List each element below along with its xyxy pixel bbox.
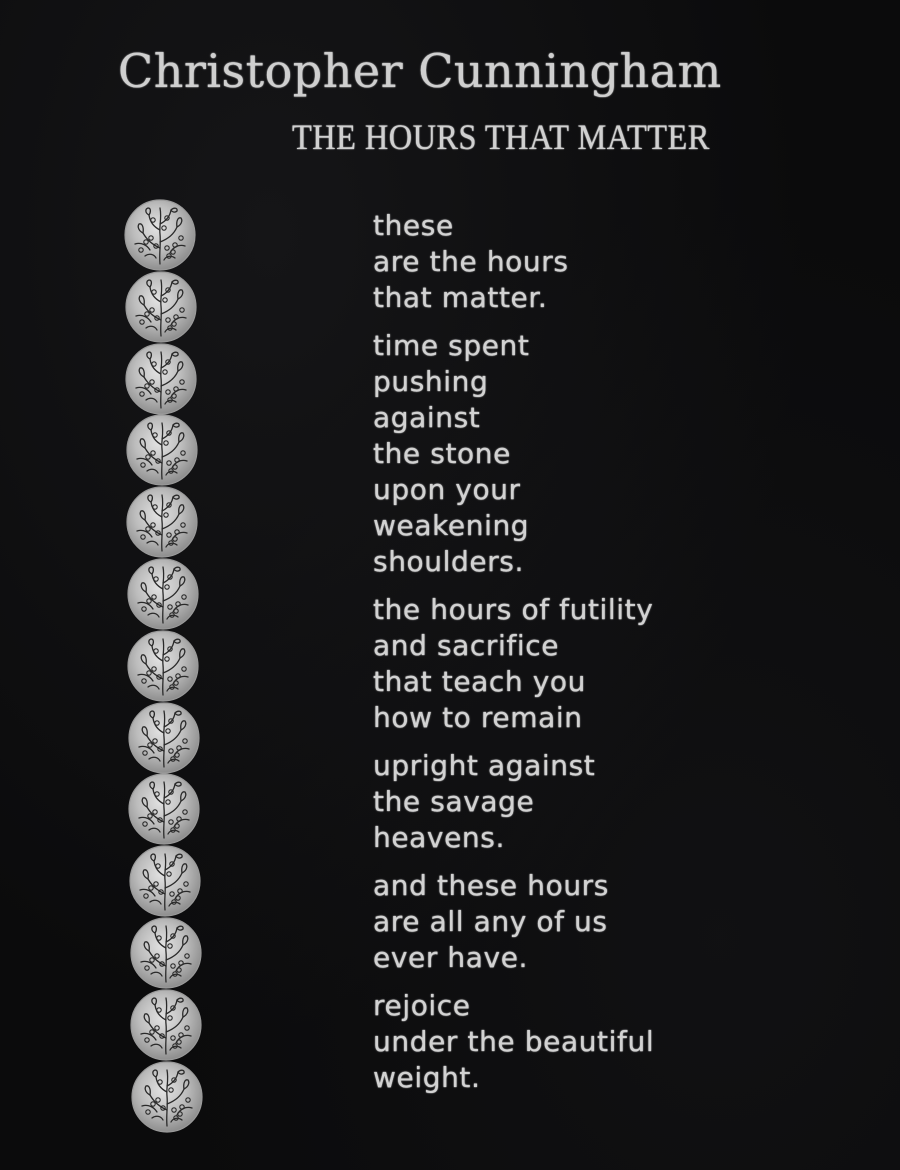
poem-line: are the hours [373,245,569,278]
poem-line: weakening [373,509,530,542]
poem-line: against [373,401,481,434]
author-name: Christopher Cunningham [118,44,722,98]
poem-title: THE HOURS THAT MATTER [292,117,710,157]
floral-medallion-icon [126,629,200,703]
stanza [373,748,654,856]
poem-line: that matter. [373,281,548,314]
poem-body [373,208,654,1108]
stanza [373,868,654,976]
stanza [373,988,654,1096]
poem-line: and sacrifice [373,629,560,662]
floral-medallion-icon [126,557,200,631]
floral-medallion-icon [129,988,203,1062]
poem-line: are all any of us [373,905,608,938]
poem-line: heavens. [373,821,505,854]
poem-line: weight. [373,1061,481,1094]
floral-medallion-icon [130,1060,204,1134]
poem-line: how to remain [373,701,583,734]
stanza [373,328,654,580]
stanza [373,592,654,736]
stanza [373,208,654,316]
poem-line: the stone [373,437,511,470]
poem-line: and these hours [373,869,609,902]
floral-medallion-icon [124,342,198,416]
poem-line: that teach you [373,665,587,698]
floral-medallion-icon [125,485,199,559]
poem-line: these [373,209,454,242]
floral-medallion-icon [128,844,202,918]
floral-medallion-icon [127,701,201,775]
poem-line: upon your [373,473,521,506]
poem-line: ever have. [373,941,529,974]
poem-line: under the beautiful [373,1025,655,1058]
poem-line: upright against [373,749,596,782]
poem-line: rejoice [373,989,471,1022]
floral-medallion-icon [124,270,198,344]
poem-line: the hours of futility [373,593,654,626]
floral-medallion-icon [127,772,201,846]
floral-medallion-icon [125,413,199,487]
poem-line: the savage [373,785,535,818]
poem-line: time spent [373,329,530,362]
poem-line: pushing [373,365,489,398]
poem-line: shoulders. [373,545,524,578]
floral-medallion-icon [123,198,197,272]
floral-medallion-icon [129,916,203,990]
